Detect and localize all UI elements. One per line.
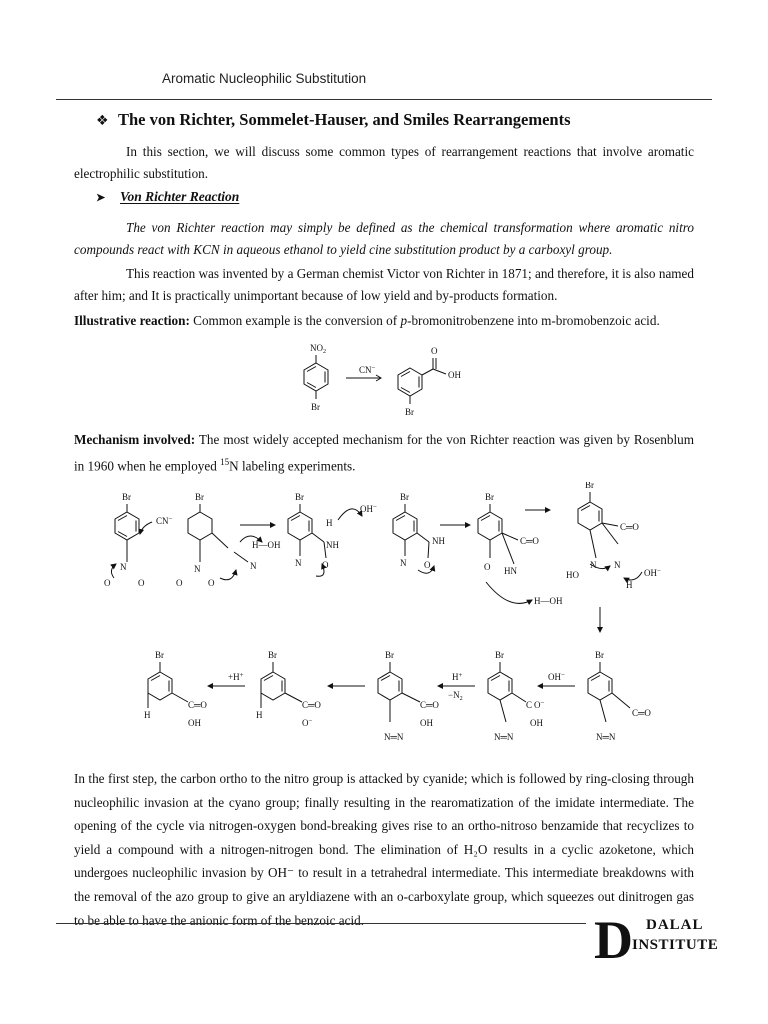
mech-nh-4: NH	[432, 536, 445, 546]
mechanism-isotope-sup: 15	[220, 457, 230, 467]
illustrative-label: Illustrative reaction:	[74, 313, 190, 328]
mech-br-3: Br	[295, 492, 304, 502]
mech-o-1a: O	[104, 578, 111, 588]
mech-br-1: Br	[122, 492, 131, 502]
definition-paragraph: The von Richter reaction may simply be defined as the chemical transformation where aromatic nitro compounds react with KCN in aqueous ethanol to yield cine substitution product by a carboxyl group.	[74, 220, 694, 257]
mech-n-eq-n-8: N═N	[494, 732, 514, 742]
mech-h-6: H	[626, 580, 633, 590]
mech-n-eq-n-7: N═N	[596, 732, 616, 742]
scheme-no2-label: $NO_2$	[310, 343, 326, 355]
scheme-reagent-cn: CN−	[359, 364, 376, 375]
mech-n-4: N	[400, 558, 407, 568]
mech-n-3: N	[295, 558, 302, 568]
running-header: Aromatic Nucleophilic Substitution	[162, 71, 367, 86]
section-title	[96, 110, 571, 130]
mech-h-oh-1: H—OH	[252, 540, 281, 550]
section-title-text: The von Richter, Sommelet-Hauser, and Smiles Rearrangements	[118, 110, 571, 129]
header-rule	[56, 99, 712, 100]
history-paragraph: This reaction was invented by a German chemist Victor von Richter in 1871; and therefore, it is also named after him; and It is practically unimportant because of low yield and by-products formation.	[74, 266, 694, 303]
mech-c-eq-o-7: C═O	[632, 708, 651, 718]
illustrative-reaction-scheme	[280, 338, 500, 424]
mech-c-eq-o-10: C═O	[302, 700, 321, 710]
mech-n-1: N	[120, 562, 127, 572]
logo-letter: D	[594, 910, 633, 970]
mech-br-5: Br	[485, 492, 494, 502]
mech-o-5: O	[484, 562, 491, 572]
mech-o-minus-8: C O−	[526, 699, 545, 710]
mech-ho-6: HO	[566, 570, 579, 580]
illustrative-text-2: -bromonitrobenzene into m-bromobenzoic acid.	[407, 313, 660, 328]
mech-h-10: H	[256, 710, 263, 720]
illustrative-paragraph	[74, 310, 694, 332]
mech-br-6: Br	[585, 482, 594, 490]
scheme-reactant-br: Br	[311, 402, 320, 412]
scheme-product-oh: OH	[448, 370, 461, 380]
subsection-title	[96, 189, 239, 205]
mech-minus-n2: $-N_2$	[448, 690, 463, 702]
mech-br-7: Br	[595, 650, 604, 660]
mech-hn-5: HN	[504, 566, 517, 576]
mechanism-label: Mechanism involved:	[74, 432, 196, 447]
mech-o-minus-10: O−	[302, 717, 313, 728]
mech-o-4: O	[424, 560, 431, 570]
mech-o-2a: O	[176, 578, 183, 588]
mech-br-8: Br	[495, 650, 504, 660]
mech-h-11: H	[144, 710, 151, 720]
mech-n-6a: N	[590, 560, 597, 570]
mech-oh-minus-2: OH−	[644, 567, 661, 578]
footer-rule	[56, 923, 586, 924]
mech-oh-minus-3: OH−	[548, 671, 565, 682]
illustrative-italic-p: p	[400, 313, 408, 328]
mechanism-paragraph	[74, 429, 694, 477]
mech-c-eq-o-5: C═O	[520, 536, 539, 546]
mech-br-2: Br	[195, 492, 204, 502]
mech-oh-9: OH	[420, 718, 433, 728]
logo-line2: INSTITUTE	[632, 937, 719, 953]
mech-plus-h: +H+	[228, 671, 244, 682]
dalal-institute-logo	[592, 910, 722, 970]
mech-oh-minus-1: OH−	[360, 503, 377, 514]
logo-line1: DALAL	[646, 917, 704, 933]
mech-n-eq-n-9: N═N	[384, 732, 404, 742]
mechanism-text-2: N labeling experiments.	[229, 458, 356, 474]
intro-paragraph: In this section, we will discuss some common types of rearrangement reactions that involve aromatic electrophilic substitution.	[74, 144, 694, 181]
mech-nh-3: NH	[326, 540, 339, 550]
mech-oh-11: OH	[188, 718, 201, 728]
mech-br-10: Br	[268, 650, 277, 660]
mech-o-3: O	[322, 560, 329, 570]
mech-br-9: Br	[385, 650, 394, 660]
mech-n-2b: N	[250, 561, 257, 571]
explanation-paragraph: In the first step, the carbon ortho to the nitro group is attacked by cyanide; which is followed by ring-closing through nucleophilic invasion at the cyano group; finally resulting in the rearomatization of the imidate intermediate. The opening of the cycle via nitrogen-oxygen bond-breaking gives rise to an ortho-nitroso benzamide that recyclizes to yield a compound with a nitrogen-nitrogen bond. The elimination of H₂O results in a cyclic azoketone, which undergoes nucleophilic invasion by OH⁻ to result in a tetrahedral intermediate. This intermediate breakdowns with the removal of the azo group to give an aryldiazene with an o-carboxylate group, which squeezes out dinitrogen gas to be able to have the anionic form of the benzoic acid.	[74, 771, 694, 928]
mech-o-2b: O	[208, 578, 215, 588]
scheme-product-o: O	[431, 346, 438, 356]
mech-h-oh-2: H—OH	[534, 596, 563, 606]
mech-br-4: Br	[400, 492, 409, 502]
mech-h-plus-1: H+	[452, 671, 463, 682]
mech-n-2: N	[194, 564, 201, 574]
mechanism-scheme	[90, 482, 690, 754]
scheme-product-br: Br	[405, 407, 414, 417]
mech-c-eq-o-9: C═O	[420, 700, 439, 710]
arrow-bullet-icon: ➤	[96, 192, 106, 204]
mech-h-3: H	[326, 518, 333, 528]
mech-c-eq-o-6: C═O	[620, 522, 639, 532]
mechanism-text-1: The most widely accepted mechanism for the von Richter reaction was given by Rosenblum in 1960 when he employed	[74, 432, 694, 474]
mech-cn-minus: CN−	[156, 515, 173, 526]
mech-n-6b: N	[614, 560, 621, 570]
mech-c-eq-o-11: C═O	[188, 700, 207, 710]
mech-br-11: Br	[155, 650, 164, 660]
subsection-title-text: Von Richter Reaction	[120, 189, 240, 204]
mech-o-1b: O	[138, 578, 145, 588]
illustrative-text-1: Common example is the conversion of	[189, 313, 401, 328]
diamond-bullet-icon: ❖	[96, 113, 109, 129]
mech-oh-8: OH	[530, 718, 543, 728]
